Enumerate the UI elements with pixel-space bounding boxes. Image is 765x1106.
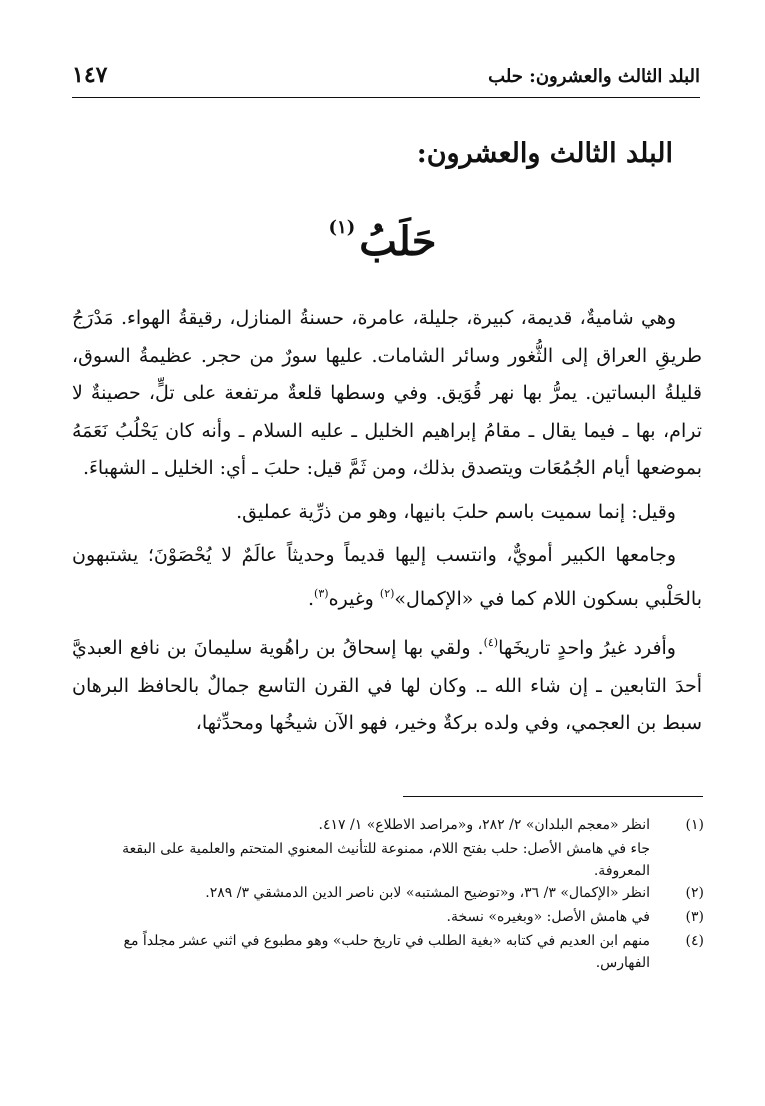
footnote-1: [72, 814, 704, 836]
paragraph-2: وقيل: إنما سميت باسم حلبَ بانيها، وهو من ذرِّية عمليق.: [236, 500, 676, 523]
footnote-number: (٣): [685, 909, 704, 925]
paragraph-4: [72, 624, 702, 743]
footnotes: [72, 814, 704, 976]
page-number: ١٤٧: [72, 62, 108, 88]
header-title: البلد الثالث والعشرون: حلب: [488, 66, 700, 87]
footnote-ref-4[interactable]: (٤): [483, 636, 499, 649]
footnote-text: انظر «معجم البلدان» ٢/ ٢٨٢، و«مراصد الاطلاع» ١/ ٤١٧.: [318, 817, 650, 833]
paragraph-1: وهي شاميةٌ، قديمة، كبيرة، جليلة، عامرة، حسنةُ المنازل، رقيقةُ الهواء. مَدْرَجُ طريقِ العراق إلى الثُّغور وسائر الشامات. عليها سورٌ من حجر. عظيمةُ السوق، قليلةُ البساتين. يمرُّ بها نهر قُوَيق. وفي وسطها قلعةٌ مرتفعة على تلٍّ، حصينةٌ لا ترام، بها ـ فيما يقال ـ مقامُ إبراهيم الخليل ـ عليه السلام ـ وأنه كان يَحْلُبُ نَعَمَهُ بموضعها أيام الجُمُعَات ويتصدق بذلك، ومن ثَمَّ قيل: حلبَ ـ أي: الخليل ـ الشهباءَ.: [72, 307, 702, 479]
footnote-number: (٢): [685, 885, 704, 901]
footnote-1-continuation: جاء في هامش الأصل: حلب بفتح اللام، ممنوعة للتأنيث المعنوي المتحتم والعلمية على البقعة المعروفة.: [122, 841, 650, 879]
footnote-ref-2[interactable]: (٢): [379, 586, 395, 600]
chapter-title-row: [0, 198, 765, 272]
footnote-number: (١): [685, 817, 704, 833]
paragraph-4-text-b: . ولقي بها إسحاقُ بن راهُوية سليمانَ بن نافع العبديَّ أحدَ التابعين ـ إن شاء الله ـ. وكان لها في القرن التاسع جمالٌ بالحافظ البرهان سبط بن العجمي، وفي ولده بركةٌ وخير، فهو الآن شيخُها ومحدِّثها،: [72, 637, 702, 734]
paragraph-3: [72, 537, 702, 618]
section-heading: البلد الثالث والعشرون:: [416, 138, 673, 169]
paragraph-3-text-b: وغيره: [328, 587, 380, 610]
paragraph-3-text-c: .: [308, 587, 315, 610]
footnote-2: [72, 882, 704, 904]
chapter-footnote-ref[interactable]: (١): [328, 217, 356, 238]
footnote-text: منهم ابن العديم في كتابه «بغية الطلب في تاريخ حلب» وهو مطبوع في اثني عشر مجلداً مع الفهارس.: [123, 933, 650, 971]
header-rule: [72, 97, 700, 98]
paragraph-4-text-a: وأفرد غيرُ واحدٍ تاريخَها: [498, 637, 676, 659]
paragraph-3-text-a: وجامعها الكبير أمويٌّ، وانتسب إليها قديماً وحديثاً عالَمٌ لا يُحْصَوْنَ؛ يشتبهون بالحَلْبي بسكون اللام كما في «الإكمال»: [72, 544, 702, 610]
footnote-text: انظر «الإكمال» ٣/ ٣٦، و«توضيح المشتبه» لابن ناصر الدين الدمشقي ٣/ ٢٨٩.: [205, 885, 650, 901]
footnote-3: [72, 906, 704, 928]
footnote-separator: [403, 796, 703, 797]
footnote-text: في هامش الأصل: «وبغيره» نسخة.: [446, 909, 650, 925]
body-text: [72, 300, 702, 749]
footnote-4: [72, 930, 704, 974]
chapter-title-text: حَلَبُ: [359, 218, 437, 265]
footnote-number: (٤): [685, 933, 704, 949]
chapter-title: [329, 198, 437, 272]
footnote-ref-3[interactable]: (٣): [314, 586, 329, 600]
running-header: [72, 60, 700, 94]
